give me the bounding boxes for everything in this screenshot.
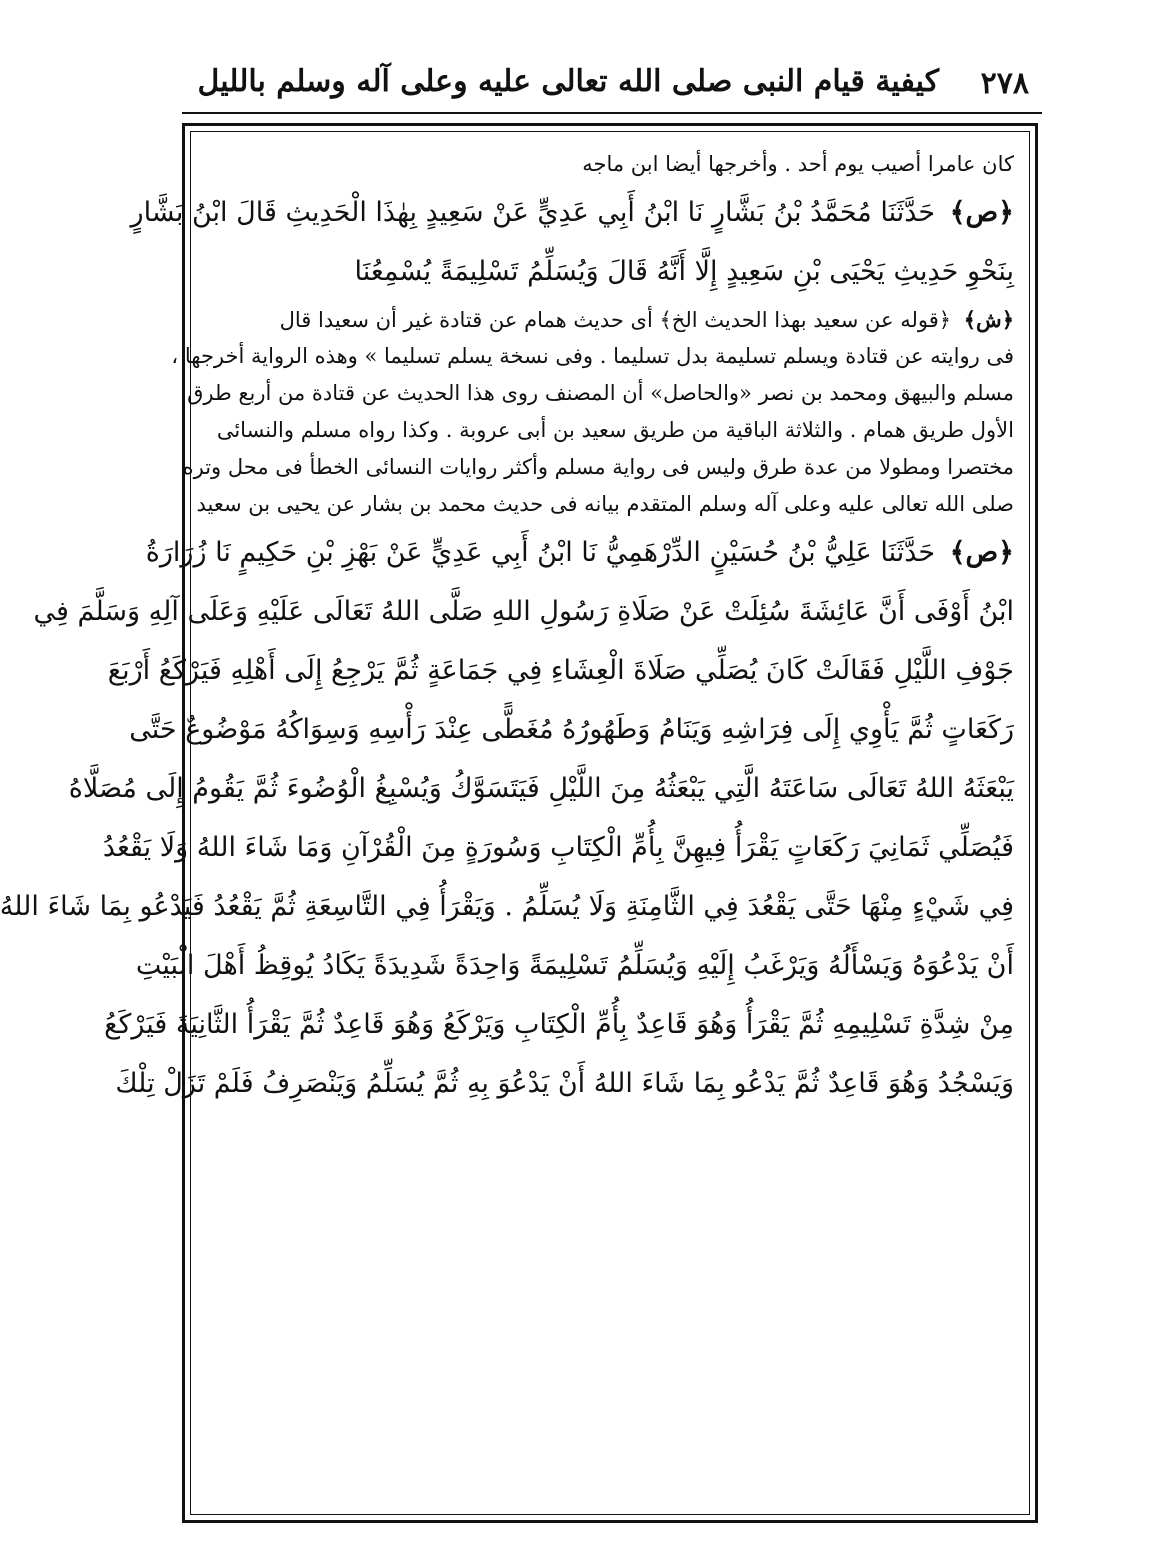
page-number: ٢٧٨ [980, 66, 1029, 101]
header-rule [182, 112, 1042, 114]
hadith-line [130, 183, 1014, 242]
section-marker-shin: ﴿ش﴾ [963, 307, 1014, 332]
hadith-line [107, 641, 1014, 700]
section-marker-sad: ﴿ص﴾ [949, 197, 1014, 228]
line-text: جَوْفِ اللَّيْلِ فَقَالَتْ كَانَ يُصَلِّي صَلَاةَ الْعِشَاءِ فِي جَمَاعَةٍ ثُمَّ يَرْجِعُ إِلَى أَهْلِهِ فَيَرْكَعُ أَرْبَعَ [107, 655, 1014, 686]
line-text: الأول طريق همام . والثلاثة الباقية من طريق سعيد بن أبى عروبة . وكذا رواه مسلم والنسائى [216, 418, 1014, 442]
line-text: حَدَّثَنَا عَلِيُّ بْنُ حُسَيْنٍ الدِّرْهَمِيُّ نَا ابْنُ أَبِي عَدِيٍّ عَنْ بَهْزِ بْنِ حَكِيمٍ نَا زُرَارَةُ [145, 537, 936, 568]
hadith-line [68, 759, 1014, 818]
hadith-line [204, 242, 1014, 301]
hadith-line [0, 877, 1014, 936]
page-body [0, 146, 1014, 1113]
line-text: مختصرا ومطولا من عدة طرق وليس فى رواية مسلم وأكثر روايات النسائى الخطأ فى محل وتره [182, 455, 1014, 479]
line-text: فِي شَيْءٍ مِنْهَا حَتَّى يَقْعُدَ فِي الثَّامِنَةِ وَلَا يُسَلِّمُ . وَيَقْرَأُ فِي التَّاسِعَةِ ثُمَّ يَقْعُدُ فَيَدْعُو بِمَا شَاءَ اللهُ [0, 891, 1014, 922]
section-marker-sad: ﴿ص﴾ [949, 537, 1014, 568]
line-text: بِنَحْوِ حَدِيثِ يَحْيَى بْنِ سَعِيدٍ إِلَّا أَنَّهُ قَالَ وَيُسَلِّمُ تَسْلِيمَةً يُسْمِعُنَا [354, 256, 1014, 287]
hadith-line [33, 582, 1014, 641]
line-text: أَنْ يَدْعُوَهُ وَيَسْأَلُهُ وَيَرْغَبُ إِلَيْهِ وَيُسَلِّمُ تَسْلِيمَةً وَاحِدَةً شَدِيدَةً يَكَادُ يُوقِظُ أَهْلَ الْبَيْتِ [135, 950, 1014, 981]
commentary-line [182, 449, 1014, 486]
hadith-line [115, 1054, 1014, 1113]
commentary-line [204, 412, 1014, 449]
commentary-line [196, 486, 1014, 523]
text-line [204, 146, 1014, 183]
line-text: كان عامرا أصيب يوم أحد . وأخرجها أيضا ابن ماجه [582, 152, 1014, 176]
running-title: كيفية قيام النبى صلى الله تعالى عليه وعلى آله وسلم بالليل [197, 64, 939, 99]
line-text: وَيَسْجُدُ وَهُوَ قَاعِدٌ ثُمَّ يَدْعُو بِمَا شَاءَ اللهُ أَنْ يَدْعُوَ بِهِ ثُمَّ يُسَلِّمُ وَيَنْصَرِفُ فَلَمْ تَزَلْ تِلْكَ [115, 1068, 1014, 1099]
line-text: صلى الله تعالى عليه وعلى آله وسلم المتقدم بيانه فى حديث محمد بن بشار عن يحيى بن سعيد [196, 492, 1014, 516]
hadith-line [135, 936, 1014, 995]
commentary-line [171, 338, 1014, 375]
hadith-line [102, 818, 1014, 877]
line-text: ﴿قوله عن سعيد بهذا الحديث الخ﴾ أى حديث همام عن قتادة غير أن سعيدا قال [279, 308, 952, 332]
line-text: فَيُصَلِّي ثَمَانِيَ رَكَعَاتٍ يَقْرَأُ فِيهِنَّ بِأُمِّ الْكِتَابِ وَسُورَةٍ مِنَ الْقُرْآنِ وَمَا شَاءَ اللهُ وَلَا يَقْعُدُ [102, 832, 1014, 863]
line-text: مِنْ شِدَّةِ تَسْلِيمِهِ ثُمَّ يَقْرَأُ وَهُوَ قَاعِدٌ بِأُمِّ الْكِتَابِ وَيَرْكَعُ وَهُوَ قَاعِدٌ ثُمَّ يَقْرَأُ الثَّانِيَةَ فَيَرْكَعُ [104, 1009, 1014, 1040]
line-text: رَكَعَاتٍ ثُمَّ يَأْوِي إِلَى فِرَاشِهِ وَيَنَامُ وَطَهُورُهُ مُغَطًّى عِنْدَ رَأْسِهِ وَسِوَاكُهُ مَوْضُوعٌ حَتَّى [129, 714, 1014, 745]
line-text: فى روايته عن قتادة ويسلم تسليمة بدل تسليما . وفى نسخة يسلم تسليما » وهذه الرواية أخرجها ، [171, 344, 1014, 368]
hadith-line [104, 995, 1014, 1054]
hadith-line [129, 700, 1014, 759]
line-text: يَبْعَثَهُ اللهُ تَعَالَى سَاعَتَهُ الَّتِي يَبْعَثُهُ مِنَ اللَّيْلِ فَيَتَسَوَّكُ وَيُسْبِغُ الْوُضُوءَ ثُمَّ يَقُومُ إِلَى مُصَلَّاهُ [68, 773, 1014, 804]
page-header [197, 62, 1029, 108]
line-text: مسلم والبيهق ومحمد بن نصر «والحاصل» أن المصنف روى هذا الحديث عن قتادة من أربع طرق [187, 381, 1014, 405]
hadith-line [145, 523, 1014, 582]
commentary-line [204, 301, 1014, 338]
commentary-line [187, 375, 1014, 412]
line-text: ابْنُ أَوْفَى أَنَّ عَائِشَةَ سُئِلَتْ عَنْ صَلَاةِ رَسُولِ اللهِ صَلَّى اللهُ تَعَالَى عَلَيْهِ وَعَلَى آلِهِ وَسَلَّمَ فِي [33, 596, 1014, 627]
line-text: حَدَّثَنَا مُحَمَّدُ بْنُ بَشَّارٍ نَا ابْنُ أَبِي عَدِيٍّ عَنْ سَعِيدٍ بِهٰذَا الْحَدِيثِ قَالَ ابْنُ بَشَّارٍ [130, 197, 936, 228]
